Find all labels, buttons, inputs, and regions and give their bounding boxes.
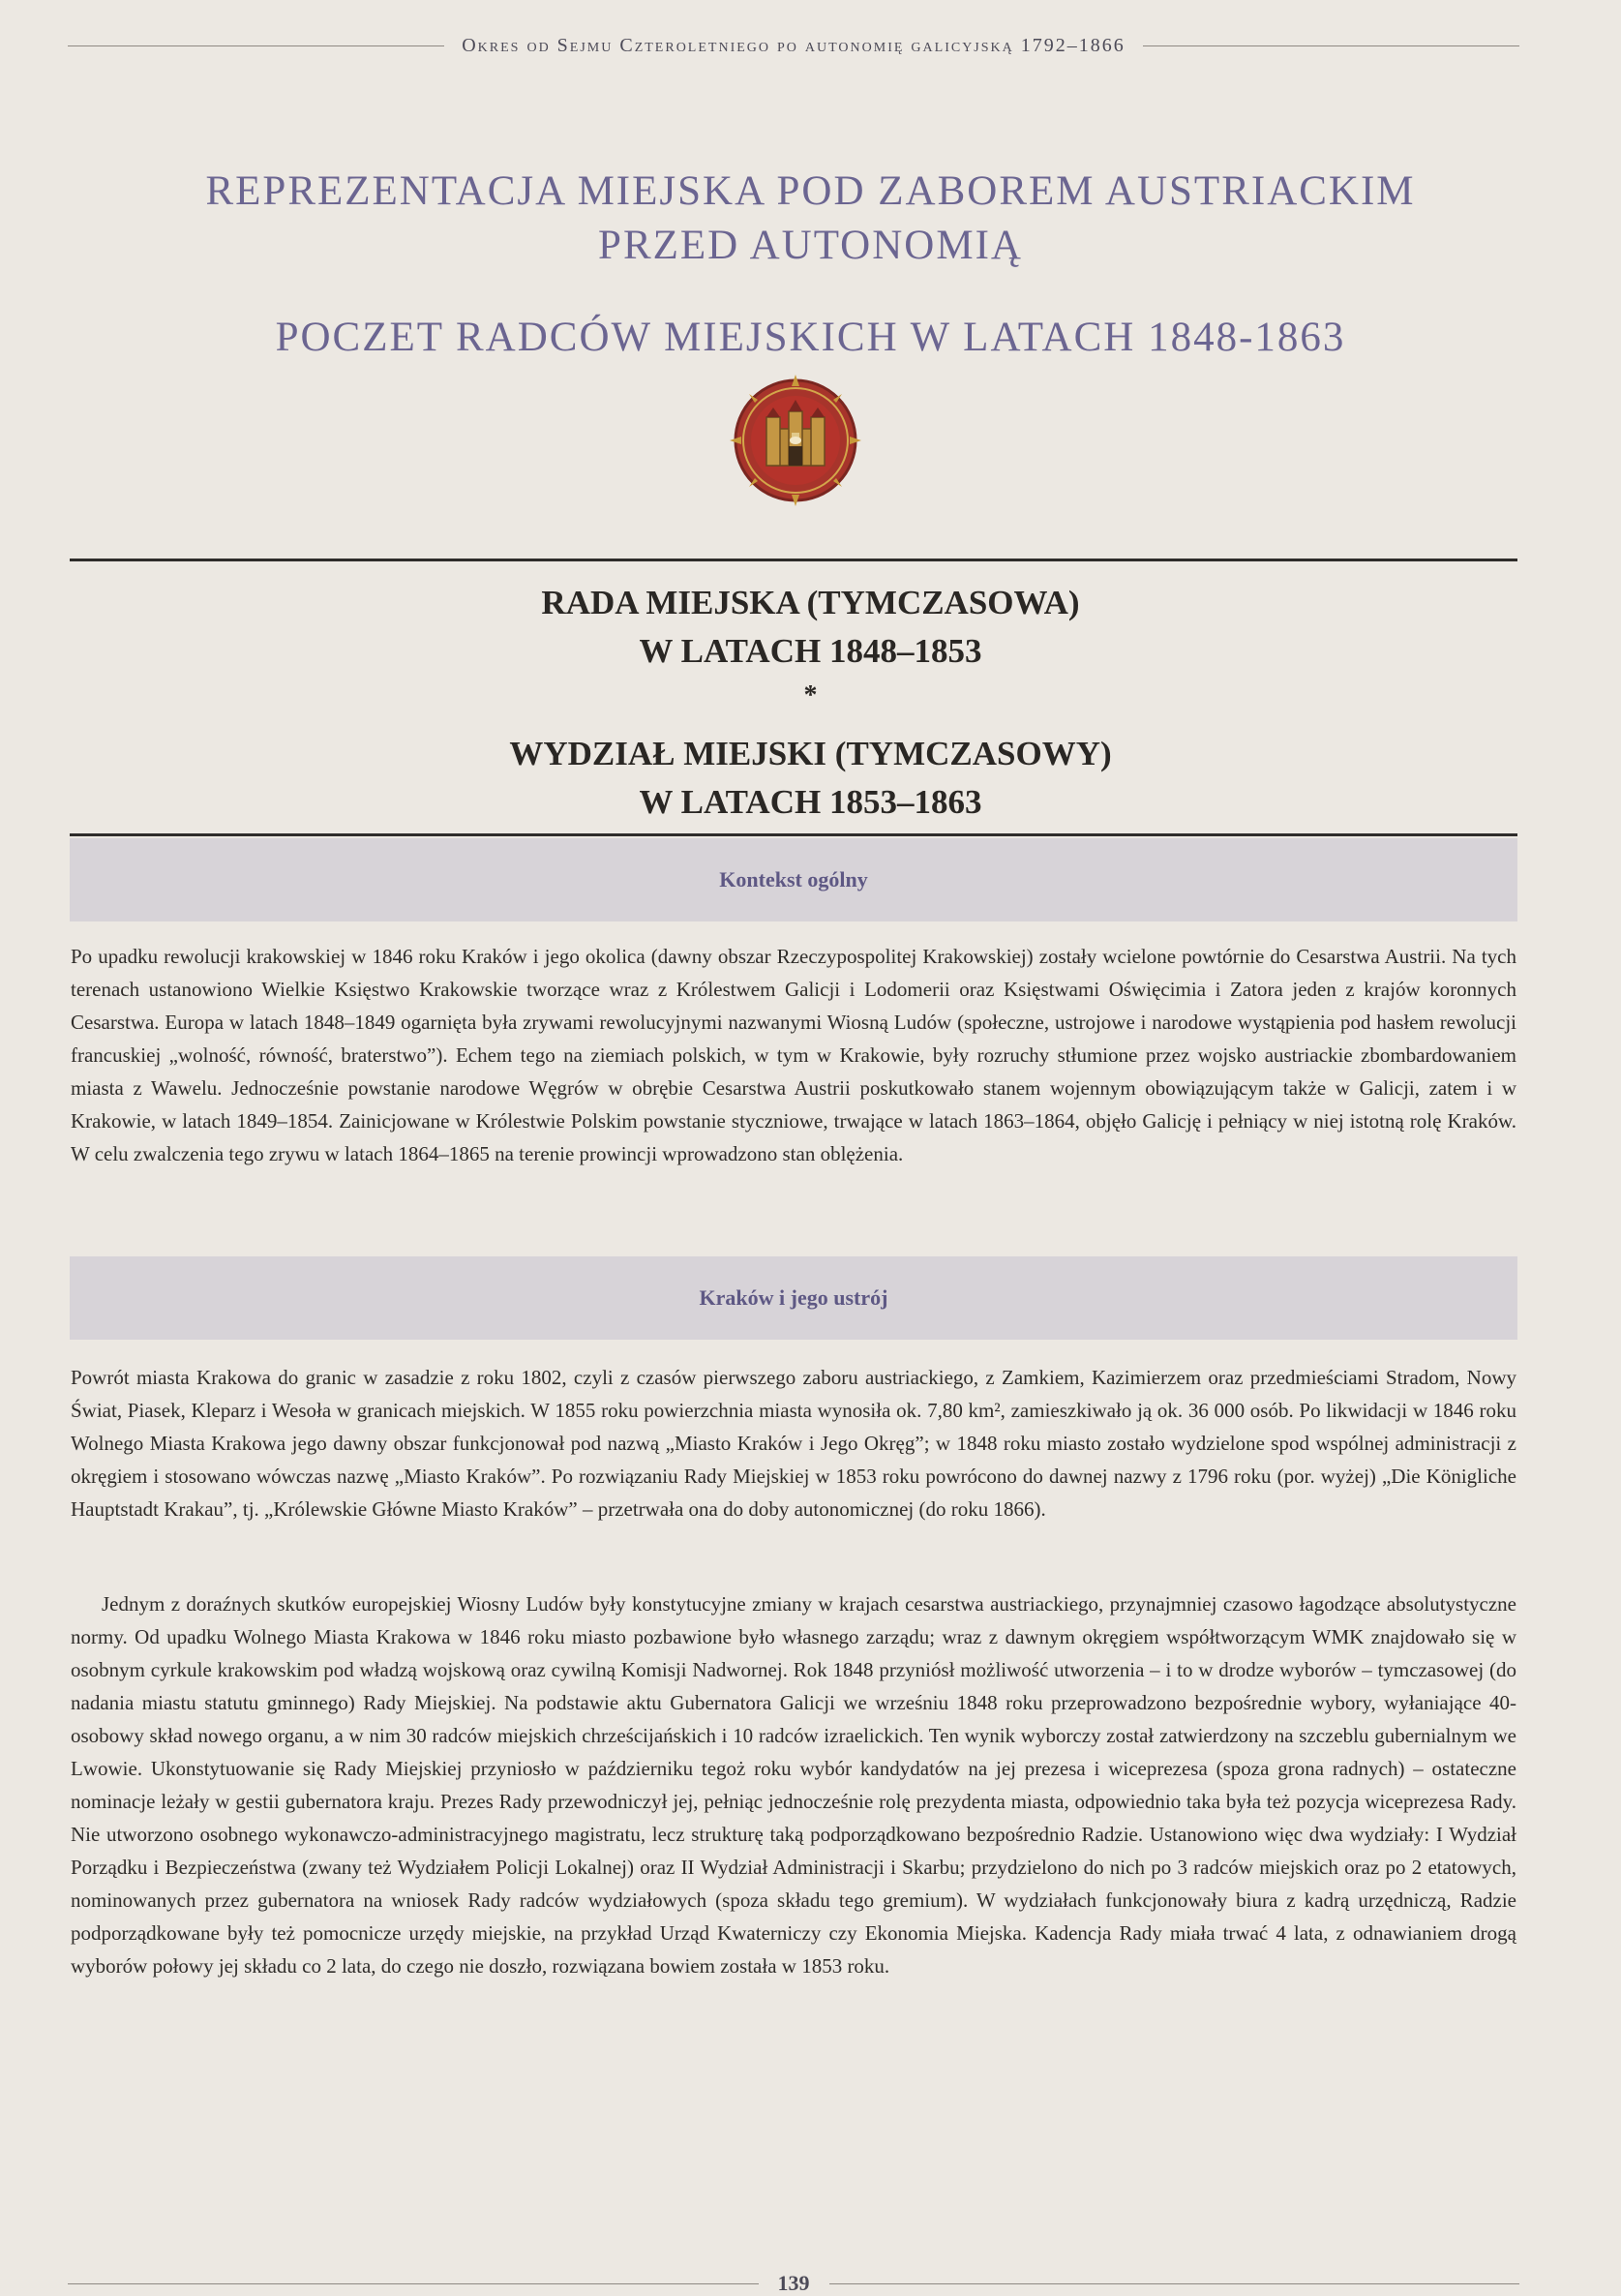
title-line-2: PRZED AUTONOMIĄ (598, 223, 1023, 268)
footer-rule-right (829, 2283, 1520, 2284)
council-line-1: RADA MIEJSKA (TYMCZASOWA) (541, 584, 1080, 621)
paragraph-system-2: Jednym z doraźnych skutków europejskiej Wiosny Ludów były konstytucyjne zmiany w krajach cesarstwa austriackiego, przynajmniej czasowo łagodzące absolutystyczne normy. Od upadku Wolnego Miasta Krakowa w 1846 roku miasto pozbawione było własnego zarządu; wraz z dawnym okręgiem współtworzącym WMK znajdowało się w osobnym cyrkule krakowskim pod władzą wojskową oraz cywilną Komisji Nadwornej. Rok 1848 przyniósł możliwość utworzenia – i to w drodze wyborów – tymczasowej (do nadania miastu statutu gminnego) Rady Miejskiej. Na podstawie aktu Gubernatora Galicji we wrześniu 1848 roku przeprowadzono bezpośrednie wybory, wyłaniające 40-osobowy skład nowego organu, a w nim 30 radców miejskich chrześcijańskich i 10 radców izraelickich. Ten wynik wyborczy został zatwierdzony na szczeblu gubernialnym we Lwowie. Ukonstytuowanie się Rady Miejskiej przyniosło w październiku tegoż roku wybór kandydatów na jej prezesa i wiceprezesa (spoza grona radnych) – ostateczne nominacje leżały w gestii gubernatora kraju. Prezes Rady przewodniczył jej, pełniąc jednocześnie rolę prezydenta miasta, odpowiednio taka była też pozycja wiceprezesa Rady. Nie utworzono osobnego wykonawczo-administracyjnego magistratu, lecz strukturę taką podporządkowano bezpośrednio Radzie. Ustanowiono więc dwa wydziały: I Wydział Porządku i Bezpieczeństwa (zwany też Wydziałem Policji Lokalnej) oraz II Wydział Administracji i Skarbu; przydzielono do nich po 3 radców miejskich oraz po 2 etatowych, nominowanych przez gubernatora na wniosek Rady radców wydziałowych (spoza składu tego gremium). W wydziałach funkcjonowały biura z kadrą urzędniczą, Radzie podporządkowane były też pomocnicze urzędy miejskie, na przykład Urząd Kwaterniczy czy Ekonomia Miejska. Kadencja Rady miała trwać 4 lata, z odnawianiem drogą wyborów połowy jej składu co 2 lata, do czego nie doszło, rozwiązana bowiem została w 1853 roku. (71, 1592, 1516, 1978)
council-line-2: W LATACH 1848–1853 (639, 632, 982, 670)
page-number: 139 (777, 2271, 810, 2295)
running-head-rule-left (68, 45, 444, 46)
council-rule-top (70, 559, 1517, 561)
running-head (68, 35, 1519, 57)
emblem-eagle-icon (790, 437, 801, 444)
council-heading (0, 579, 1621, 827)
main-title (0, 165, 1621, 361)
section-heading-context (70, 838, 1517, 921)
krakow-coat-of-arms-emblem (728, 373, 863, 508)
council-separator: * (803, 680, 818, 710)
council-line-3: WYDZIAŁ MIEJSKI (TYMCZASOWY) (509, 735, 1112, 772)
council-rule-bottom (70, 833, 1517, 836)
paragraph-system-1: Powrót miasta Krakowa do granic w zasadzie z roku 1802, czyli z czasów pierwszego zaboru austriackiego, z Zamkiem, Kazimierzem oraz przedmieściami Stradom, Nowy Świat, Piasek, Kleparz i Wesoła w granicach miejskich. W 1855 roku powierzchnia miasta wynosiła ok. 7,80 km², zamieszkiwało ją ok. 36 000 osób. Po likwidacji w 1846 roku Wolnego Miasta Krakowa jego dawny obszar funkcjonował pod nazwą „Miasto Kraków i Jego Okręg”; w 1848 roku miasto zostało wydzielone spod wspólnej administracji z okręgiem i stosowano wówczas nazwę „Miasto Kraków”. Po rozwiązaniu Rady Miejskiej w 1853 roku powrócono do dawnej nazwy z 1796 roku (por. wyżej) „Die Königliche Hauptstadt Krakau”, tj. „Królewskie Główne Miasto Kraków” – przetrwała ona do doby autonomicznej (do roku 1866). (71, 1366, 1516, 1521)
council-line-4: W LATACH 1853–1863 (639, 783, 982, 821)
page-footer (68, 2271, 1519, 2296)
running-head-rule-right (1143, 45, 1519, 46)
paragraph-context: Po upadku rewolucji krakowskiej w 1846 roku Kraków i jego okolica (dawny obszar Rzeczypospolitej Krakowskiej) zostały wcielone powtórnie do Cesarstwa Austrii. Na tych terenach ustanowiono Wielkie Księstwo Krakowskie tworzące wraz z Królestwem Galicji i Lodomerii oraz Księstwami Oświęcimia i Zatora jeden z krajów koronnych Cesarstwa. Europa w latach 1848–1849 ogarnięta była zrywami rewolucyjnymi nazwanymi Wiosną Ludów (społeczne, ustrojowe i narodowe wystąpienia pod hasłem rewolucji francuskiej „wolność, równość, braterstwo”). Echem tego na ziemiach polskich, w tym w Krakowie, były rozruchy stłumione przez wojsko austriackie zbombardowaniem miasta z Wawelu. Jednocześnie powstanie narodowe Węgrów w obrębie Cesarstwa Austrii poskutkowało stanem wojennym obowiązującym także w Galicji, zatem i w Krakowie, w latach 1849–1854. Zainicjowane w Królestwie Polskim powstanie styczniowe, trwające w latach 1863–1864, objęło Galicję i pełniący w niej istotną rolę Kraków. W celu zwalczenia tego zrywu w latach 1864–1865 na terenie prowincji wprowadzono stan oblężenia. (71, 945, 1516, 1165)
footer-rule-left (68, 2283, 759, 2284)
running-head-text: Okres od Sejmu Czteroletniego po autonomię galicyjską 1792–1866 (462, 35, 1126, 56)
title-line-1: REPREZENTACJA MIEJSKA POD ZABOREM AUSTRIACKIM (205, 168, 1416, 214)
title-line-3: POCZET RADCÓW MIEJSKICH W LATACH 1848-1863 (275, 315, 1346, 360)
section-heading-krakow-system-label: Kraków i jego ustrój (699, 1285, 888, 1310)
section-heading-context-label: Kontekst ogólny (719, 867, 868, 891)
section-heading-krakow-system (70, 1256, 1517, 1340)
